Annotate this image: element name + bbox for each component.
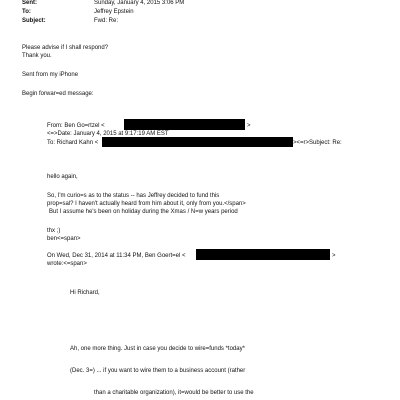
fwd-from-prefix: From: Ben Go=rtzel < [47,123,105,129]
on-wed-prefix: On Wed, Dec 31, 2014 at 11:34 PM, Ben Goert=el < [47,253,186,259]
redaction-box-on-wed [196,249,330,260]
sent-from-line: Sent from my iPhone [22,72,79,78]
fwd-date-line: <=>Date: January 4, 2015 at 9:17:19 AM EST [47,131,169,137]
wrote-line: wrote:<=span> [47,261,87,267]
redaction-box-from [124,119,245,130]
one-more-line: Ah, one more thing. Just in case you decide to wire=funds *today* [70,346,245,352]
fwd-to-prefix: To: Richard Kahn < [47,140,99,146]
begin-forwarded-line: Begin forwar=ed message: [22,91,94,97]
sent-value: Sunday, January 4, 2015 3:06 PM [94,0,185,6]
to-label: To: [22,9,31,15]
subject-label: Subject: [22,18,46,24]
fwd-to-suffix: ><=r>Subject: Re: [293,140,342,146]
fwd-from-suffix: > [247,123,251,129]
on-wed-suffix: > [332,253,336,259]
curious-line-3: But I assume he's been on holiday during the Xmas / N=w years period [49,209,238,215]
hello-line: hello again, [47,174,78,180]
charitable-line: than a charitable organization), it=would be better to use the [94,390,254,396]
subject-value: Fwd: Re: [94,18,119,24]
curious-line-1: So, I'm curio=s as to the status -- has Jeffrey decided to fund this [47,193,220,199]
to-value: Jeffrey Epstein [94,9,134,15]
curious-line-2: prop=sal? I haven't actually heard from him about it, only from you.</span> [47,201,246,207]
sent-label: Sent: [22,0,37,6]
redaction-box-to [102,137,293,147]
ben-signature: ben<=span> [47,236,81,242]
hi-richard-line: Hi Richard, [70,290,100,296]
dec3-line: (Dec. 3=) ... if you want to wire them to a business account (rather [70,368,246,374]
advise-line: Please advise if I shall respond? [22,45,109,51]
thx-line: thx ;) [47,228,61,234]
thanks-line: Thank you. [22,53,52,59]
